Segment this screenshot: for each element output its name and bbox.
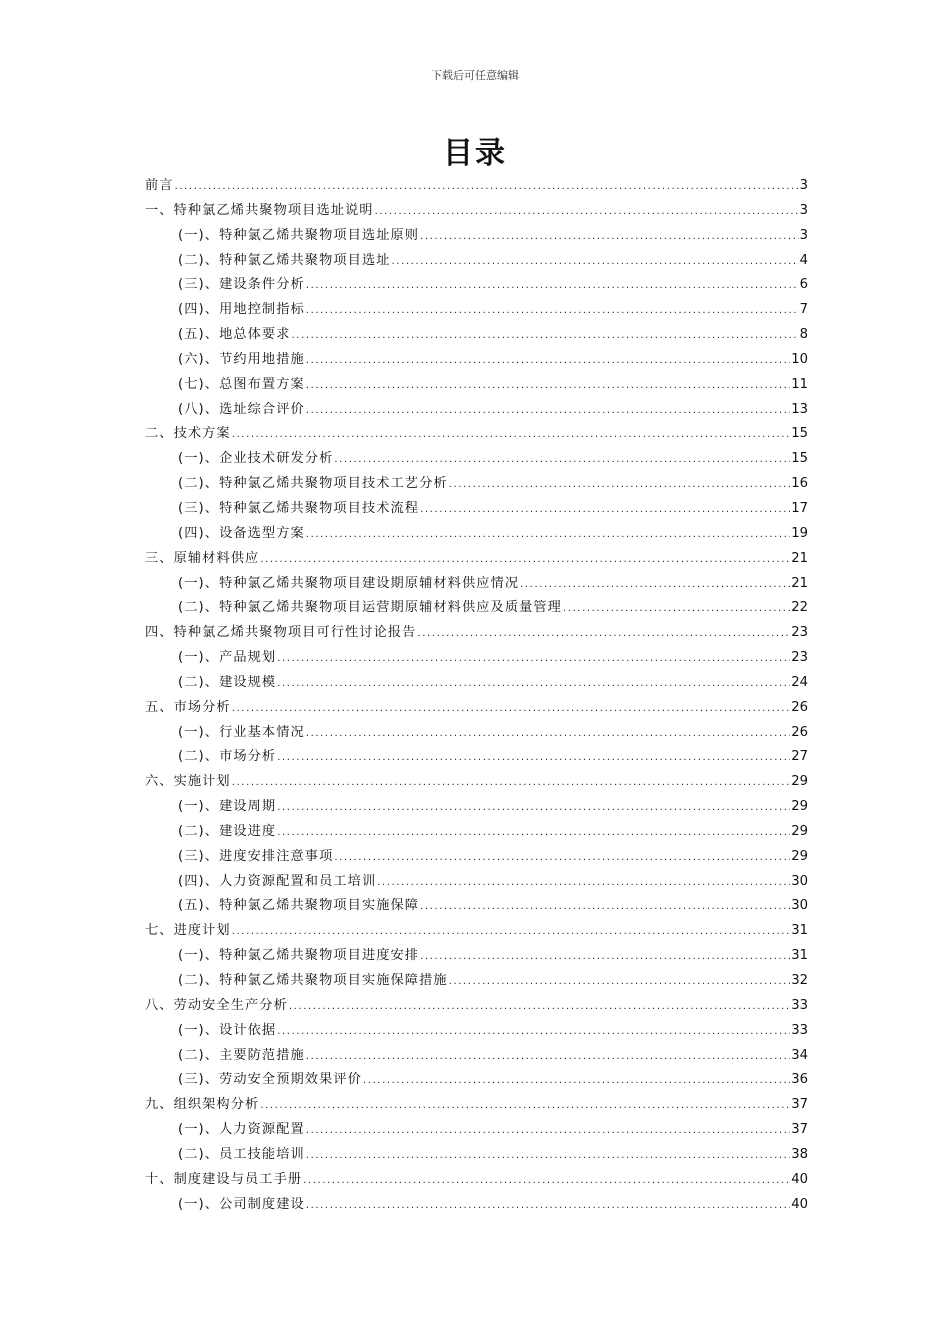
toc-leader-dots [417, 622, 790, 647]
toc-entry-page: 33 [791, 1022, 808, 1038]
toc-entry-page: 29 [791, 848, 808, 864]
toc-leader-dots [377, 871, 790, 896]
toc-entry-page: 26 [791, 699, 808, 715]
page-header-note: 下载后可任意编辑 [431, 69, 519, 82]
toc-entry[interactable] [145, 1068, 808, 1093]
toc-entry-page: 29 [791, 823, 808, 839]
toc-entry-label: 三、原辅材料供应 [145, 550, 260, 566]
toc-entry-page: 27 [791, 749, 808, 765]
toc-leader-dots [449, 473, 791, 498]
toc-entry-label: (一)、企业技术研发分析 [178, 451, 334, 467]
toc-entry[interactable] [145, 348, 808, 373]
toc-entry[interactable] [145, 298, 808, 323]
toc-entry[interactable] [145, 174, 808, 199]
toc-entry[interactable] [145, 994, 808, 1019]
toc-entry-page: 21 [791, 575, 808, 591]
toc-entry-label: (一)、行业基本情况 [178, 724, 305, 740]
toc-entry-label: (一)、人力资源配置 [178, 1122, 305, 1138]
toc-entry-page: 21 [791, 550, 808, 566]
toc-entry-label: (四)、设备选型方案 [178, 525, 305, 541]
toc-entry-page: 24 [791, 674, 808, 690]
toc-entry-label: (一)、建设周期 [178, 799, 277, 815]
toc-leader-dots [277, 821, 790, 846]
toc-entry-page: 40 [791, 1196, 808, 1212]
toc-entry-page: 29 [791, 799, 808, 815]
toc-entry-label: (三)、劳动安全预期效果评价 [178, 1072, 362, 1088]
toc-entry-page: 3 [799, 227, 808, 243]
toc-leader-dots [420, 498, 790, 523]
toc-leader-dots [277, 672, 790, 697]
toc-leader-dots [175, 175, 799, 200]
toc-entry-page: 38 [791, 1146, 808, 1162]
toc-leader-dots [392, 250, 799, 275]
toc-leader-dots [306, 1119, 790, 1144]
toc-entry-page: 34 [791, 1047, 808, 1063]
toc-entry[interactable] [145, 447, 808, 472]
toc-entry[interactable] [145, 969, 808, 994]
toc-entry-page: 15 [791, 426, 808, 442]
toc-leader-dots [306, 299, 799, 324]
toc-entry[interactable] [145, 273, 808, 298]
toc-entry-page: 3 [799, 178, 808, 193]
toc-entry-page: 40 [791, 1171, 808, 1187]
toc-leader-dots [363, 1069, 790, 1094]
toc-entry[interactable] [145, 1168, 808, 1193]
toc-entry-label: (五)、地总体要求 [178, 327, 291, 343]
toc-entry-page: 3 [799, 202, 808, 218]
toc-entry-page: 19 [791, 525, 808, 541]
table-of-contents [145, 174, 808, 1217]
toc-leader-dots [334, 448, 790, 473]
toc-entry[interactable] [145, 770, 808, 795]
toc-entry[interactable] [145, 199, 808, 224]
toc-entry-label: (一)、产品规划 [178, 650, 277, 666]
toc-leader-dots [375, 200, 799, 225]
toc-leader-dots [306, 1144, 790, 1169]
toc-entry-label: (三)、建设条件分析 [178, 277, 305, 293]
toc-entry-label: (六)、节约用地措施 [178, 351, 305, 367]
toc-entry-label: (二)、员工技能培训 [178, 1146, 305, 1162]
toc-leader-dots [520, 573, 790, 598]
toc-entry[interactable] [145, 373, 808, 398]
toc-entry[interactable] [145, 919, 808, 944]
toc-entry-label: (四)、用地控制指标 [178, 302, 305, 318]
toc-leader-dots [420, 945, 790, 970]
toc-entry-page: 22 [791, 600, 808, 616]
toc-entry[interactable] [145, 596, 808, 621]
toc-entry-label: (二)、特种氯乙烯共聚物项目选址 [178, 252, 391, 268]
toc-entry-page: 17 [791, 500, 808, 516]
toc-leader-dots [303, 1169, 790, 1194]
toc-entry[interactable] [145, 1093, 808, 1118]
toc-entry[interactable] [145, 249, 808, 274]
toc-entry-page: 32 [791, 973, 808, 988]
toc-entry-page: 6 [799, 277, 808, 293]
toc-entry-label: 六、实施计划 [145, 774, 231, 790]
toc-entry-label: (三)、特种氯乙烯共聚物项目技术流程 [178, 500, 420, 516]
toc-leader-dots [292, 324, 799, 349]
toc-entry[interactable] [145, 1118, 808, 1143]
toc-entry-label: (一)、公司制度建设 [178, 1196, 305, 1212]
toc-entry-page: 23 [791, 650, 808, 666]
toc-entry[interactable] [145, 224, 808, 249]
toc-leader-dots [449, 970, 791, 995]
toc-entry-label: 八、劳动安全生产分析 [145, 997, 288, 1013]
toc-entry-label: (二)、特种氯乙烯共聚物项目技术工艺分析 [178, 476, 448, 492]
toc-entry[interactable] [145, 721, 808, 746]
toc-entry-label: (一)、特种氯乙烯共聚物项目进度安排 [178, 948, 420, 964]
toc-entry[interactable] [145, 1019, 808, 1044]
toc-entry-label: (二)、特种氯乙烯共聚物项目实施保障措施 [178, 973, 448, 988]
toc-entry-label: 十、制度建设与员工手册 [145, 1171, 303, 1187]
toc-entry[interactable] [145, 547, 808, 572]
toc-leader-dots [306, 274, 799, 299]
toc-entry[interactable] [145, 795, 808, 820]
toc-leader-dots [232, 423, 790, 448]
toc-entry[interactable] [145, 845, 808, 870]
toc-entry-page: 8 [799, 327, 808, 343]
toc-entry[interactable] [145, 497, 808, 522]
toc-entry-label: 二、技术方案 [145, 426, 231, 442]
toc-entry-page: 16 [791, 476, 808, 492]
toc-entry[interactable] [145, 522, 808, 547]
toc-entry-label: 前言 [145, 178, 174, 193]
toc-entry-label: 九、组织架构分析 [145, 1097, 260, 1113]
toc-entry-page: 23 [791, 625, 808, 641]
toc-entry[interactable] [145, 621, 808, 646]
toc-leader-dots [306, 1194, 790, 1219]
toc-entry[interactable] [145, 1193, 808, 1218]
toc-leader-dots [306, 399, 790, 424]
toc-entry-page: 15 [791, 451, 808, 467]
toc-entry-label: (二)、主要防范措施 [178, 1047, 305, 1063]
toc-entry-label: (八)、选址综合评价 [178, 401, 305, 417]
toc-entry-page: 33 [791, 997, 808, 1013]
toc-entry-label: (二)、特种氯乙烯共聚物项目运营期原辅材料供应及质量管理 [178, 600, 562, 616]
toc-entry-page: 31 [791, 948, 808, 964]
toc-entry[interactable] [145, 696, 808, 721]
toc-entry-page: 26 [791, 724, 808, 740]
toc-leader-dots [277, 647, 790, 672]
toc-entry-page: 7 [799, 302, 808, 318]
toc-leader-dots [563, 597, 790, 622]
toc-entry[interactable] [145, 820, 808, 845]
toc-entry[interactable] [145, 398, 808, 423]
toc-leader-dots [306, 349, 790, 374]
toc-entry-page: 4 [799, 252, 808, 268]
toc-entry-page: 11 [791, 376, 808, 392]
toc-leader-dots [306, 523, 790, 548]
toc-entry-page: 30 [791, 898, 808, 914]
toc-entry-page: 13 [791, 401, 808, 417]
toc-leader-dots [260, 1094, 790, 1119]
toc-leader-dots [420, 225, 799, 250]
toc-leader-dots [277, 796, 790, 821]
page-title: 目录 [443, 136, 507, 171]
toc-leader-dots [289, 995, 790, 1020]
toc-leader-dots [232, 920, 790, 945]
toc-entry-label: (一)、设计依据 [178, 1022, 277, 1038]
toc-entry-page: 37 [791, 1097, 808, 1113]
toc-entry-label: (七)、总图布置方案 [178, 376, 305, 392]
toc-leader-dots [306, 374, 790, 399]
toc-entry-label: (五)、特种氯乙烯共聚物项目实施保障 [178, 898, 420, 914]
toc-leader-dots [277, 746, 790, 771]
toc-entry-label: (二)、建设规模 [178, 674, 277, 690]
toc-leader-dots [260, 548, 790, 573]
toc-leader-dots [277, 1020, 790, 1045]
toc-entry[interactable] [145, 472, 808, 497]
toc-entry-label: 四、特种氯乙烯共聚物项目可行性讨论报告 [145, 625, 417, 641]
toc-leader-dots [306, 722, 790, 747]
toc-entry[interactable] [145, 745, 808, 770]
toc-entry-page: 37 [791, 1122, 808, 1138]
toc-leader-dots [232, 771, 790, 796]
toc-entry-label: (二)、市场分析 [178, 749, 277, 765]
toc-entry[interactable] [145, 1143, 808, 1168]
toc-entry[interactable] [145, 572, 808, 597]
toc-entry[interactable] [145, 671, 808, 696]
toc-entry[interactable] [145, 894, 808, 919]
toc-entry[interactable] [145, 323, 808, 348]
toc-entry-label: (一)、特种氯乙烯共聚物项目建设期原辅材料供应情况 [178, 575, 520, 591]
toc-entry-label: (二)、建设进度 [178, 823, 277, 839]
toc-entry[interactable] [145, 1044, 808, 1069]
toc-entry[interactable] [145, 646, 808, 671]
toc-entry-page: 36 [791, 1072, 808, 1088]
toc-entry-page: 30 [791, 873, 808, 889]
toc-entry[interactable] [145, 944, 808, 969]
toc-entry-label: (四)、人力资源配置和员工培训 [178, 873, 377, 889]
toc-entry-page: 10 [791, 351, 808, 367]
toc-leader-dots [306, 1045, 790, 1070]
toc-entry[interactable] [145, 422, 808, 447]
toc-entry-label: 七、进度计划 [145, 923, 231, 939]
toc-leader-dots [334, 846, 790, 871]
toc-entry-label: 一、特种氯乙烯共聚物项目选址说明 [145, 202, 374, 218]
toc-entry-page: 29 [791, 774, 808, 790]
toc-entry-page: 31 [791, 923, 808, 939]
toc-entry-label: 五、市场分析 [145, 699, 231, 715]
toc-entry[interactable] [145, 870, 808, 895]
toc-leader-dots [420, 895, 790, 920]
toc-leader-dots [232, 697, 790, 722]
toc-entry-label: (一)、特种氯乙烯共聚物项目选址原则 [178, 227, 420, 243]
toc-entry-label: (三)、进度安排注意事项 [178, 848, 334, 864]
